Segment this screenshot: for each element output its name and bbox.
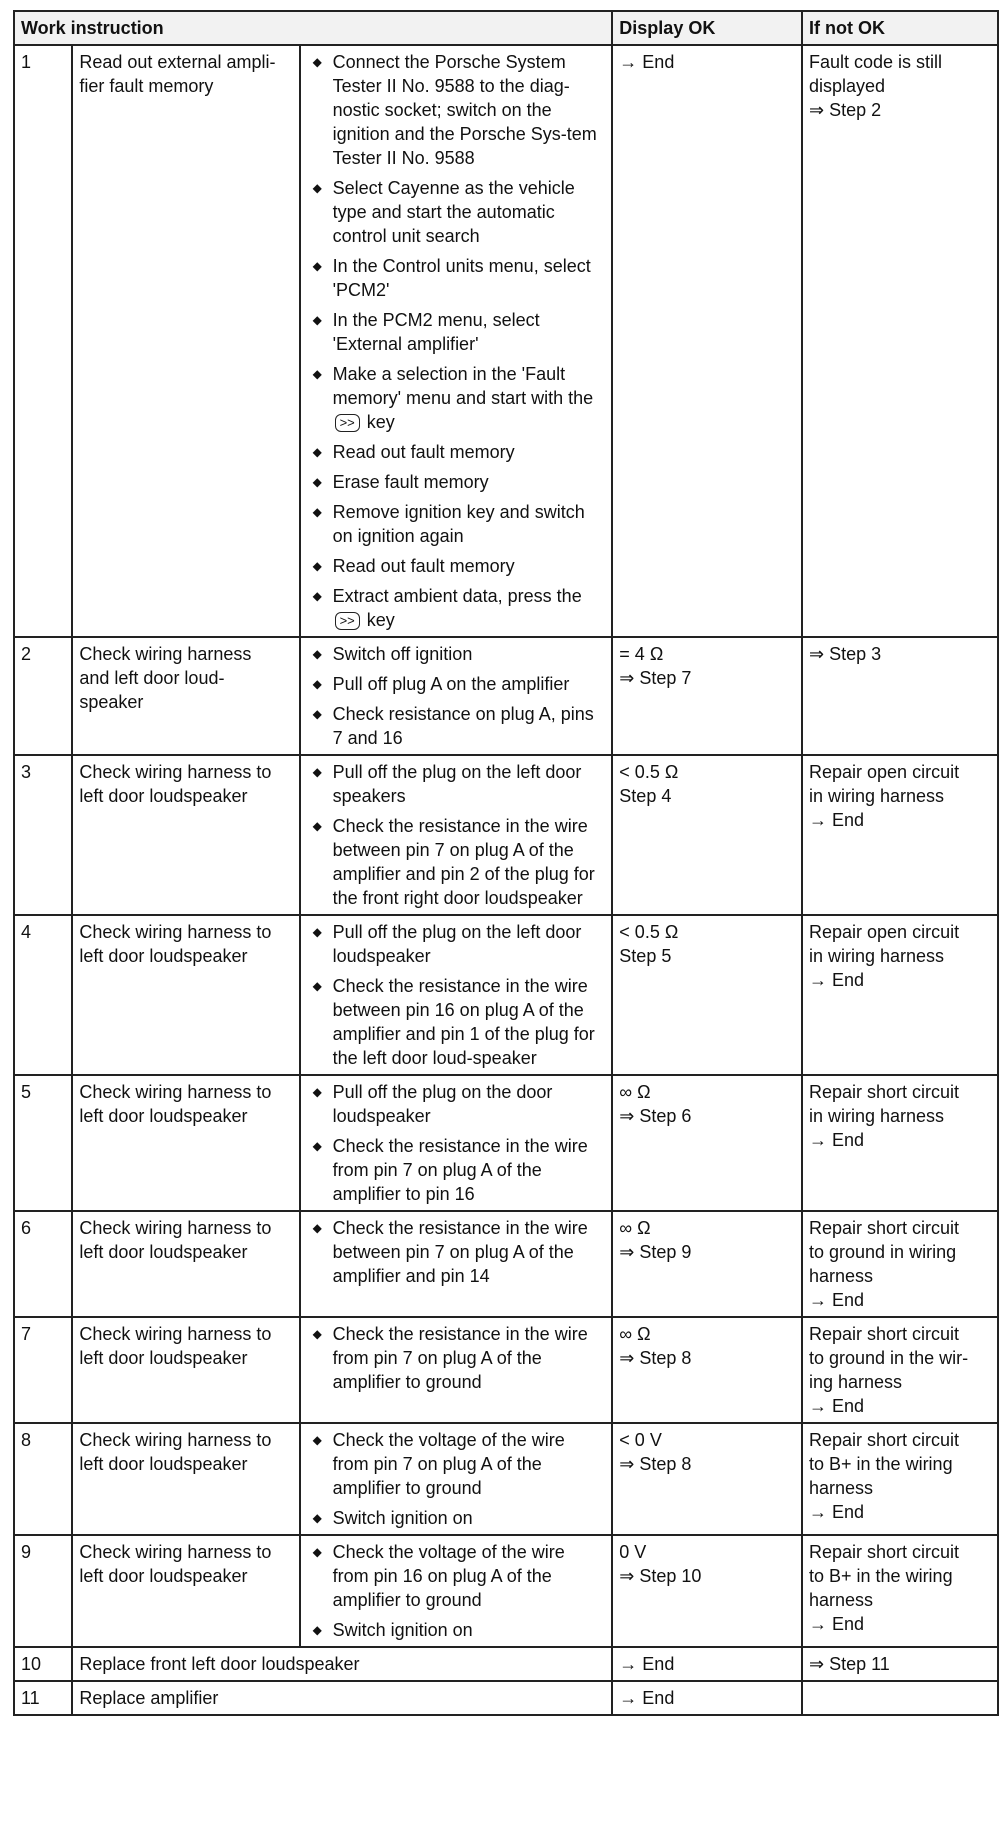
table-row: [14, 1647, 998, 1681]
display-ok-text: → End: [619, 52, 675, 72]
diamond-bullet-icon: ◆: [312, 313, 322, 327]
action-item: [307, 814, 606, 910]
step-title: [72, 915, 299, 1075]
action-item: [307, 308, 606, 356]
if-not-ok-text: Repair short circuit to ground in the wir- ing harness → End: [809, 1324, 969, 1416]
step-actions: [300, 1423, 613, 1535]
action-item: [307, 50, 606, 170]
diamond-bullet-icon: ◆: [312, 1221, 322, 1235]
step-number: 7: [14, 1317, 72, 1423]
action-text: Pull off the plug on the left door speakers: [332, 762, 582, 806]
table-row: [14, 45, 998, 637]
step-number: 9: [14, 1535, 72, 1647]
action-item: [307, 920, 606, 968]
action-text: Switch ignition on: [332, 1620, 473, 1640]
diamond-bullet-icon: ◆: [312, 707, 322, 721]
action-list: [307, 760, 606, 910]
table-row: [14, 1535, 998, 1647]
action-item: [307, 1134, 606, 1206]
step-title-text: Check wiring harness to left door loudspeaker: [79, 762, 272, 806]
action-text: Select Cayenne as the vehicle type and start the automatic control unit search: [332, 178, 575, 246]
action-text: Check the resistance in the wire between pin 7 on plug A of the amplifier and pin 2 of the plug for the front right door loudspeaker: [332, 816, 595, 908]
display-ok-cell: [612, 1647, 802, 1681]
if-not-ok-cell: [802, 1317, 998, 1423]
table-header-row: [14, 11, 998, 45]
step-number: 6: [14, 1211, 72, 1317]
table-body: [14, 45, 998, 1715]
step-actions: [300, 637, 613, 755]
diamond-bullet-icon: ◆: [312, 367, 322, 381]
step-title-text: Replace front left door loudspeaker: [79, 1654, 360, 1674]
action-text: In the Control units menu, select 'PCM2': [332, 256, 591, 300]
diamond-bullet-icon: ◆: [312, 765, 322, 779]
diamond-bullet-icon: ◆: [312, 979, 322, 993]
display-ok-text: ∞ Ω ⇒ Step 6: [619, 1082, 692, 1126]
action-item: [307, 974, 606, 1070]
table-row: [14, 915, 998, 1075]
if-not-ok-cell: [802, 1535, 998, 1647]
display-ok-cell: [612, 1317, 802, 1423]
step-actions: [300, 755, 613, 915]
diamond-bullet-icon: ◆: [312, 1085, 322, 1099]
diamond-bullet-icon: ◆: [312, 475, 322, 489]
action-text: Check the resistance in the wire from pin 7 on plug A of the amplifier to ground: [332, 1324, 588, 1392]
action-item: [307, 1216, 606, 1288]
action-text: Check the resistance in the wire from pin 7 on plug A of the amplifier to pin 16: [332, 1136, 588, 1204]
action-text: Switch off ignition: [332, 644, 473, 664]
forward-key-icon: >>: [335, 414, 360, 432]
display-ok-cell: [612, 1075, 802, 1211]
action-text-after-key: key: [366, 412, 395, 432]
step-number: 4: [14, 915, 72, 1075]
action-list: [307, 1322, 606, 1394]
action-list: [307, 642, 606, 750]
step-actions: [300, 915, 613, 1075]
action-text: Check the voltage of the wire from pin 16 on plug A of the amplifier to ground: [332, 1542, 565, 1610]
step-number: 8: [14, 1423, 72, 1535]
if-not-ok-text: Repair short circuit in wiring harness → End: [809, 1082, 960, 1150]
diamond-bullet-icon: ◆: [312, 647, 322, 661]
if-not-ok-text: Repair short circuit to B+ in the wiring harness → End: [809, 1542, 960, 1634]
diamond-bullet-icon: ◆: [312, 925, 322, 939]
action-text: Pull off the plug on the door loudspeaker: [332, 1082, 553, 1126]
if-not-ok-text: Repair short circuit to ground in wiring harness → End: [809, 1218, 960, 1310]
action-item: [307, 1428, 606, 1500]
if-not-ok-cell: [802, 45, 998, 637]
header-if-not-ok: If not OK: [802, 11, 998, 45]
action-item: [307, 470, 606, 494]
action-item: [307, 1540, 606, 1612]
step-title: [72, 1211, 299, 1317]
diamond-bullet-icon: ◆: [312, 1623, 322, 1637]
action-text: Connect the Porsche System Tester II No. 9588 to the diag-nostic socket; switch on the ignition and the Porsche Sys-tem Tester II No. 9588: [332, 52, 597, 168]
table-row: [14, 1317, 998, 1423]
action-item: [307, 760, 606, 808]
diamond-bullet-icon: ◆: [312, 505, 322, 519]
action-item: [307, 254, 606, 302]
diamond-bullet-icon: ◆: [312, 1327, 322, 1341]
table-row: [14, 1075, 998, 1211]
if-not-ok-cell: [802, 755, 998, 915]
diamond-bullet-icon: ◆: [312, 1511, 322, 1525]
action-text: Check resistance on plug A, pins 7 and 16: [332, 704, 594, 748]
step-title: [72, 1681, 612, 1715]
action-list: [307, 1428, 606, 1530]
action-item: [307, 1080, 606, 1128]
if-not-ok-cell: [802, 1211, 998, 1317]
action-item: [307, 584, 606, 632]
diamond-bullet-icon: ◆: [312, 1139, 322, 1153]
step-title-text: Check wiring harness to left door loudspeaker: [79, 1218, 272, 1262]
display-ok-text: → End: [619, 1688, 675, 1708]
step-title-text: Check wiring harness to left door loudspeaker: [79, 1430, 272, 1474]
if-not-ok-cell: [802, 637, 998, 755]
action-item: [307, 500, 606, 548]
if-not-ok-text: Fault code is still displayed ⇒ Step 2: [809, 52, 943, 120]
diamond-bullet-icon: ◆: [312, 589, 322, 603]
step-title: [72, 1317, 299, 1423]
step-title-text: Check wiring harness to left door loudspeaker: [79, 1542, 272, 1586]
action-text: In the PCM2 menu, select 'External amplifier': [332, 310, 540, 354]
action-item: [307, 1618, 606, 1642]
if-not-ok-cell: [802, 1423, 998, 1535]
step-number: 1: [14, 45, 72, 637]
display-ok-text: = 4 Ω ⇒ Step 7: [619, 644, 692, 688]
display-ok-text: 0 V ⇒ Step 10: [619, 1542, 702, 1586]
step-actions: [300, 1535, 613, 1647]
action-text: Make a selection in the 'Fault memory' menu and start with the: [332, 364, 594, 408]
step-actions: [300, 1317, 613, 1423]
step-title-text: Check wiring harness to left door loudspeaker: [79, 1324, 272, 1368]
display-ok-cell: [612, 755, 802, 915]
step-actions: [300, 1075, 613, 1211]
display-ok-cell: [612, 915, 802, 1075]
step-title: [72, 755, 299, 915]
action-item: [307, 362, 606, 434]
action-item: [307, 440, 606, 464]
header-work-instruction: Work instruction: [14, 11, 612, 45]
if-not-ok-text: Repair open circuit in wiring harness → End: [809, 922, 960, 990]
display-ok-cell: [612, 1423, 802, 1535]
action-text: Extract ambient data, press the: [332, 586, 582, 606]
display-ok-text: < 0 V ⇒ Step 8: [619, 1430, 692, 1474]
step-title: [72, 637, 299, 755]
display-ok-text: ∞ Ω ⇒ Step 9: [619, 1218, 692, 1262]
step-title-text: Check wiring harness and left door loud- speaker: [79, 644, 252, 712]
action-text: Read out fault memory: [332, 556, 515, 576]
step-number: 3: [14, 755, 72, 915]
action-text-after-key: key: [366, 610, 395, 630]
step-title-text: Check wiring harness to left door loudspeaker: [79, 922, 272, 966]
action-list: [307, 920, 606, 1070]
table-row: [14, 755, 998, 915]
step-number: 10: [14, 1647, 72, 1681]
diamond-bullet-icon: ◆: [312, 445, 322, 459]
action-text: Check the resistance in the wire between pin 7 on plug A of the amplifier and pin 14: [332, 1218, 588, 1286]
if-not-ok-text: ⇒ Step 11: [809, 1654, 890, 1674]
if-not-ok-text: Repair open circuit in wiring harness → End: [809, 762, 960, 830]
diamond-bullet-icon: ◆: [312, 181, 322, 195]
display-ok-cell: [612, 1681, 802, 1715]
action-list: [307, 1080, 606, 1206]
action-list: [307, 1540, 606, 1642]
display-ok-cell: [612, 1535, 802, 1647]
diamond-bullet-icon: ◆: [312, 259, 322, 273]
diamond-bullet-icon: ◆: [312, 1545, 322, 1559]
display-ok-cell: [612, 45, 802, 637]
work-instruction-document: [13, 10, 999, 1716]
diamond-bullet-icon: ◆: [312, 819, 322, 833]
action-text: Read out fault memory: [332, 442, 515, 462]
action-item: [307, 1506, 606, 1530]
action-item: [307, 702, 606, 750]
table-row: [14, 1211, 998, 1317]
if-not-ok-cell: [802, 1647, 998, 1681]
display-ok-text: < 0.5 Ω Step 4: [619, 762, 679, 806]
if-not-ok-cell: [802, 1681, 998, 1715]
work-instruction-table: [13, 10, 999, 1716]
action-text: Erase fault memory: [332, 472, 489, 492]
action-text: Pull off plug A on the amplifier: [332, 674, 570, 694]
if-not-ok-cell: [802, 1075, 998, 1211]
action-list: [307, 50, 606, 632]
step-actions: [300, 45, 613, 637]
action-list: [307, 1216, 606, 1288]
step-title: [72, 1535, 299, 1647]
step-title-text: Read out external ampli- fier fault memory: [79, 52, 276, 96]
header-display-ok: Display OK: [612, 11, 802, 45]
action-text: Pull off the plug on the left door loudspeaker: [332, 922, 582, 966]
diamond-bullet-icon: ◆: [312, 559, 322, 573]
step-title-text: Replace amplifier: [79, 1688, 219, 1708]
if-not-ok-text: Repair short circuit to B+ in the wiring harness → End: [809, 1430, 960, 1522]
table-row: [14, 1423, 998, 1535]
display-ok-cell: [612, 1211, 802, 1317]
table-row: [14, 637, 998, 755]
action-item: [307, 176, 606, 248]
forward-key-icon: >>: [335, 612, 360, 630]
action-item: [307, 672, 606, 696]
step-title-text: Check wiring harness to left door loudspeaker: [79, 1082, 272, 1126]
step-actions: [300, 1211, 613, 1317]
if-not-ok-cell: [802, 915, 998, 1075]
diamond-bullet-icon: ◆: [312, 1433, 322, 1447]
step-title: [72, 45, 299, 637]
diamond-bullet-icon: ◆: [312, 55, 322, 69]
action-text: Remove ignition key and switch on ignition again: [332, 502, 585, 546]
display-ok-cell: [612, 637, 802, 755]
display-ok-text: → End: [619, 1654, 675, 1674]
action-text: Check the resistance in the wire between pin 16 on plug A of the amplifier and pin 1 of the plug for the left door loud-speaker: [332, 976, 595, 1068]
step-title: [72, 1423, 299, 1535]
step-title: [72, 1075, 299, 1211]
action-text: Check the voltage of the wire from pin 7 on plug A of the amplifier to ground: [332, 1430, 565, 1498]
diamond-bullet-icon: ◆: [312, 677, 322, 691]
if-not-ok-text: ⇒ Step 3: [809, 644, 882, 664]
step-number: 2: [14, 637, 72, 755]
table-row: [14, 1681, 998, 1715]
action-item: [307, 642, 606, 666]
display-ok-text: < 0.5 Ω Step 5: [619, 922, 679, 966]
action-item: [307, 1322, 606, 1394]
step-number: 5: [14, 1075, 72, 1211]
action-item: [307, 554, 606, 578]
step-number: 11: [14, 1681, 72, 1715]
action-text: Switch ignition on: [332, 1508, 473, 1528]
display-ok-text: ∞ Ω ⇒ Step 8: [619, 1324, 692, 1368]
step-title: [72, 1647, 612, 1681]
